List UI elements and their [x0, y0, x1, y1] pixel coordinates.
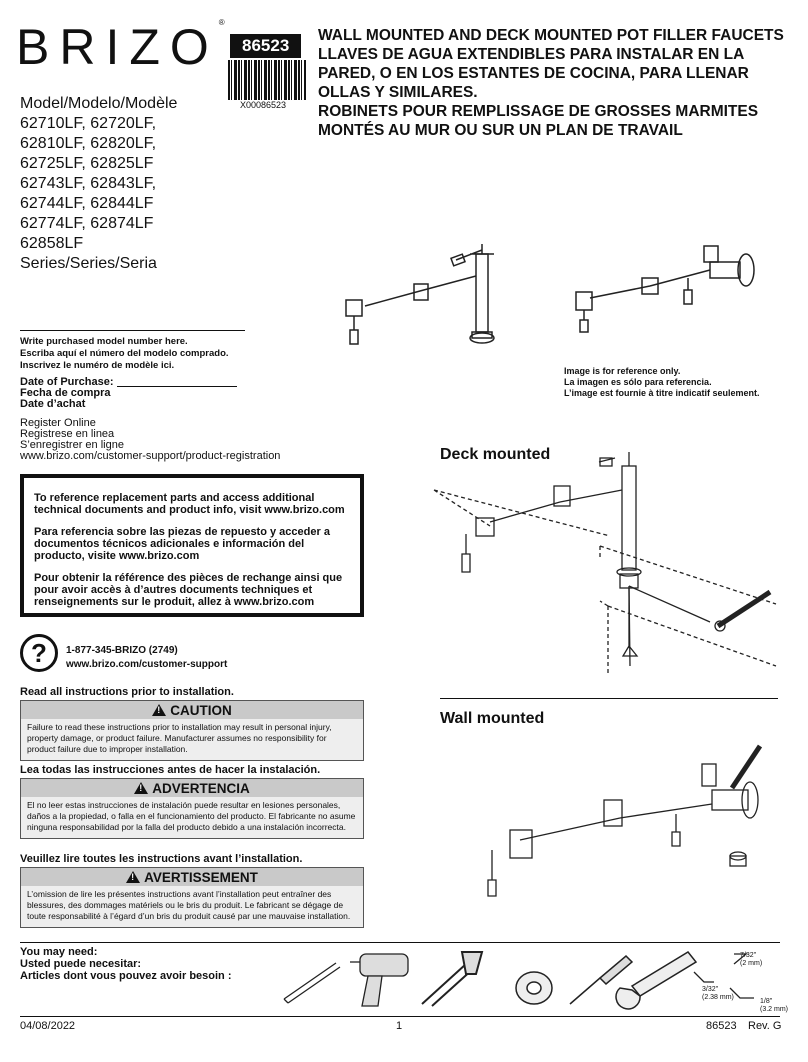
register-line: Registrese en linea — [20, 428, 115, 440]
bit-size-2 — [702, 986, 734, 1002]
warning-icon — [126, 871, 140, 883]
register-line: S’enregistrer en ligne — [20, 439, 124, 451]
catalog-number: 86523 — [230, 34, 301, 58]
caution-label: CAUTION — [170, 703, 232, 718]
warning-intro-french: Veuillez lire toutes les instructions avant l’installation. — [20, 853, 303, 865]
reference-spanish: Para referencia sobre las piezas de repuesto y acceder a documentos técnicos adicionales e información del producto, visite www.brizo.com — [34, 526, 330, 562]
help-icon: ? — [20, 634, 58, 672]
date-line-field — [117, 386, 237, 387]
register-line: Register Online — [20, 417, 96, 429]
pencil-icon — [280, 955, 340, 1005]
date-line: Fecha de compra — [20, 387, 111, 399]
write-line: Escriba aquí el número del modelo comprado. — [20, 348, 229, 359]
model-line: 62725LF, 62825LF — [20, 155, 154, 172]
deck-mounted-title: Deck mounted — [440, 446, 551, 463]
support-url[interactable]: www.brizo.com/customer-support — [66, 659, 228, 670]
reference-note-line: L’image est fournie à titre indicatif seulement. — [564, 388, 760, 398]
title-french: ROBINETS POUR REMPLISSAGE DE GROSSES MARMITES MONTÉS AU MUR OU SUR UN PLAN DE TRAVAIL — [318, 103, 759, 139]
avertissement-body: L’omission de lire les présentes instructions avant l’installation peut entraîner des blessures, des dommages matériels ou le bris du produit. Le fabricant se dégage de toute responsabilité à l’égard d’un bris du produit causé par une mauvaise installation. — [27, 889, 351, 921]
write-line: Write purchased model number here. — [20, 336, 188, 347]
support-contact — [66, 644, 227, 672]
avertissement-box — [20, 867, 364, 928]
reference-note-line: La imagen es sólo para referencia. — [564, 377, 712, 387]
model-line: 62810LF, 62820LF, — [20, 135, 157, 152]
barcode — [228, 60, 306, 100]
bit-size-inch: 7/32" — [740, 952, 757, 959]
date-line: Date of Purchase: — [20, 376, 114, 388]
bit-size-3 — [760, 998, 788, 1014]
warning-icon — [152, 704, 166, 716]
avertissement-heading — [21, 868, 363, 886]
caution-body: Failure to read these instructions prior to installation may result in personal injury, property damage, or product failure. Manufacturer assumes no responsibility for product failure due to improper installation. — [27, 722, 332, 754]
barcode-text: X00086523 — [240, 100, 287, 110]
brand-name: BRIZO — [16, 19, 219, 75]
pipe-wrench-icon — [418, 948, 488, 1008]
model-line: 62774LF, 62874LF — [20, 215, 154, 232]
plumbers-tape-icon — [512, 968, 556, 1008]
product-titles — [318, 26, 796, 140]
model-number-line — [20, 330, 245, 331]
reference-note-line: Image is for reference only. — [564, 366, 681, 376]
power-drill-icon — [350, 948, 410, 1010]
reference-note — [564, 366, 760, 399]
model-line: 62743LF, 62843LF, — [20, 175, 157, 192]
model-line: 62710LF, 62720LF, — [20, 115, 157, 132]
wall-faucet-thumbnail — [560, 236, 760, 336]
write-model-instructions — [20, 336, 229, 372]
reference-english: To reference replacement parts and access additional technical documents and product info, visit www.brizo.com — [34, 492, 345, 516]
bit-size-mm: (2.38 mm) — [702, 994, 734, 1001]
warning-intro-english: Read all instructions prior to installation. — [20, 686, 234, 698]
advertencia-box — [20, 778, 364, 839]
footer-date: 04/08/2022 — [20, 1020, 76, 1032]
date-line: Date d’achat — [20, 398, 86, 410]
advertencia-heading — [21, 779, 363, 797]
trademark-symbol: ® — [218, 18, 225, 27]
wall-mounted-diagram — [480, 740, 780, 900]
date-of-purchase — [20, 377, 114, 410]
reference-french: Pour obtenir la référence des pièces de rechange ainsi que pour avoir accès à d’autres documents techniques et renseignements sur le produit, allez à www.brizo.com — [34, 572, 343, 608]
warning-intro-spanish: Lea todas las instrucciones antes de hacer la instalación. — [20, 764, 321, 776]
brand-logo — [16, 18, 225, 76]
support-phone[interactable]: 1-877-345-BRIZO (2749) — [66, 645, 178, 656]
title-english: WALL MOUNTED AND DECK MOUNTED POT FILLER FAUCETS — [318, 27, 784, 44]
footer-doc-number: 86523 — [706, 1020, 737, 1032]
tools-divider — [20, 942, 780, 943]
reference-box — [20, 474, 364, 617]
tools-label-line: Usted puede necesitar: — [20, 958, 142, 970]
model-series: Series/Series/Seria — [20, 255, 157, 272]
caution-heading — [21, 701, 363, 719]
advertencia-label: ADVERTENCIA — [152, 781, 250, 796]
avertissement-label: AVERTISSEMENT — [144, 870, 258, 885]
tools-label-line: Articles dont vous pouvez avoir besoin : — [20, 970, 232, 982]
bit-size-1 — [740, 952, 762, 968]
page-number: 1 — [396, 1020, 403, 1032]
model-line: 62744LF, 62844LF — [20, 195, 154, 212]
model-list — [20, 94, 177, 274]
bit-size-mm: (2 mm) — [740, 960, 763, 967]
bit-size-mm: (3.2 mm) — [760, 1006, 788, 1013]
section-divider — [440, 698, 778, 699]
tools-label-line: You may need: — [20, 946, 98, 958]
bit-size-inch: 3/32" — [702, 986, 719, 993]
register-url[interactable]: www.brizo.com/customer-support/product-registration — [20, 450, 281, 462]
model-line: 62858LF — [20, 235, 84, 252]
deck-mounted-diagram — [430, 446, 780, 696]
wall-mounted-title: Wall mounted — [440, 710, 545, 727]
footer-revision: Rev. G — [748, 1020, 782, 1032]
model-label: Model/Modelo/Modèle — [20, 95, 178, 112]
footer-divider — [20, 1016, 780, 1017]
title-spanish: LLAVES DE AGUA EXTENDIBLES PARA INSTALAR EN LA PARED, O EN LOS ESTANTES DE COCINA, PARA LLENAR OLLAS Y SIMILARES. — [318, 46, 749, 101]
warning-icon — [134, 782, 148, 794]
register-online — [20, 418, 280, 462]
tools-label — [20, 946, 231, 982]
deck-faucet-thumbnail — [320, 236, 550, 360]
caution-box — [20, 700, 364, 761]
write-line: Inscrivez le numéro de modèle ici. — [20, 360, 175, 371]
bit-size-inch: 1/8" — [760, 998, 773, 1005]
advertencia-body: El no leer estas instrucciones de instalación puede resultar en lesiones personales, daños a la propiedad, o falla en el funcionamiento del producto. El fabricante no asume ninguna responsabilidad por la falla del producto debido a una instalación incorrecta. — [27, 800, 356, 832]
